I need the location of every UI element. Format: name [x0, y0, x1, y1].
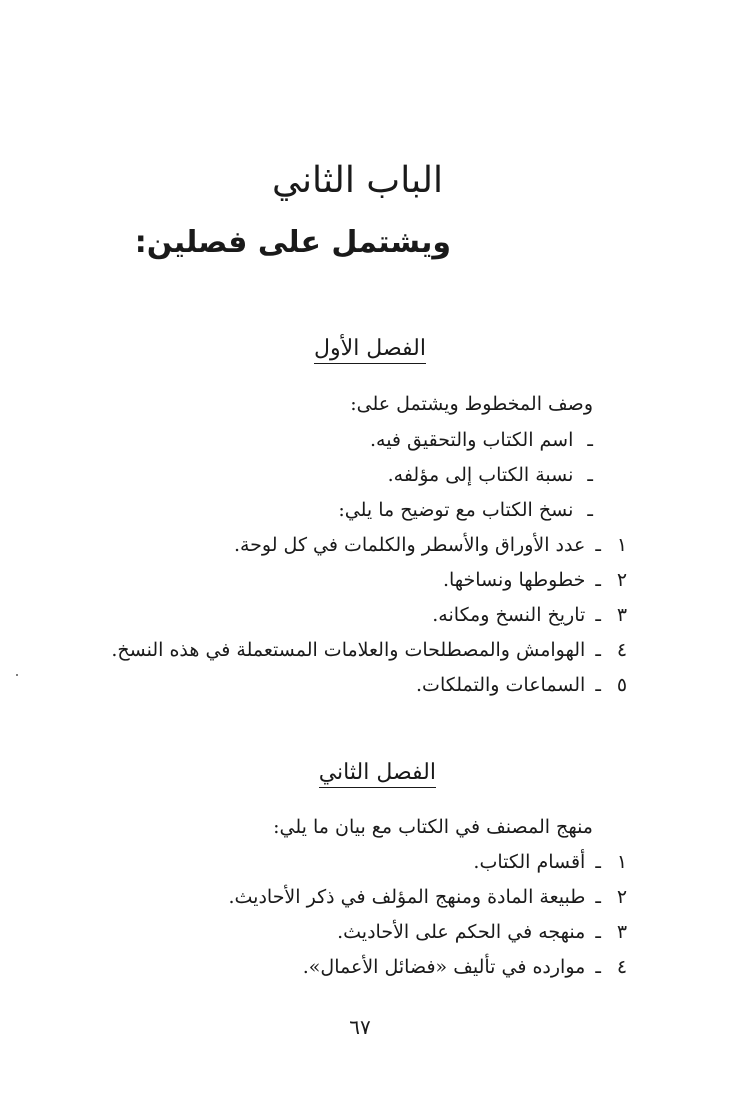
item-dash: ـ — [595, 956, 601, 978]
page-number: ٦٧ — [349, 1015, 371, 1039]
chapter-1-item — [388, 463, 593, 487]
item-text: طبيعة المادة ومنهج المؤلف في ذكر الأحاديث. — [228, 886, 586, 908]
part-subtitle: ويشتمل على فصلين: — [134, 225, 451, 260]
chapter-2-numbered-item — [228, 885, 633, 909]
item-number: ٢ — [616, 886, 628, 908]
chapter-1-numbered-item — [443, 568, 633, 592]
item-number: ١ — [616, 851, 628, 873]
chapter-1-item — [370, 428, 593, 452]
item-text: اسم الكتاب والتحقيق فيه. — [369, 429, 574, 451]
chapter-1-heading-underline — [314, 363, 426, 364]
item-dash: ـ — [595, 534, 601, 556]
item-number: ٢ — [616, 569, 628, 591]
scan-speck — [16, 674, 18, 676]
item-dash: ـ — [595, 886, 601, 908]
item-dash: ـ — [587, 499, 593, 521]
item-dash: ـ — [587, 464, 593, 486]
item-number: ٣ — [616, 921, 628, 943]
chapter-2-numbered-item — [303, 955, 633, 979]
item-text: خطوطها ونساخها. — [442, 569, 586, 591]
item-text: موارده في تأليف «فضائل الأعمال». — [302, 956, 586, 978]
chapter-2-numbered-item — [473, 850, 633, 874]
item-dash: ـ — [595, 921, 601, 943]
part-title: الباب الثاني — [272, 160, 443, 201]
item-dash: ـ — [595, 851, 601, 873]
chapter-1-numbered-item — [111, 638, 633, 662]
chapter-1-heading — [314, 336, 426, 364]
chapter-2-heading-underline — [319, 787, 436, 788]
chapter-2-intro: منهج المصنف في الكتاب مع بيان ما يلي: — [273, 816, 593, 838]
item-number: ٥ — [616, 674, 628, 696]
item-dash: ـ — [595, 569, 601, 591]
chapter-1-intro: وصف المخطوط ويشتمل على: — [350, 393, 593, 415]
item-dash: ـ — [595, 674, 601, 696]
item-text: عدد الأوراق والأسطر والكلمات في كل لوحة. — [233, 534, 586, 556]
chapter-2-numbered-item — [337, 920, 633, 944]
item-dash: ـ — [595, 604, 601, 626]
item-text: السماعات والتملكات. — [416, 674, 586, 696]
item-text: منهجه في الحكم على الأحاديث. — [337, 921, 586, 943]
chapter-1-heading-text: الفصل الأول — [314, 336, 426, 361]
chapter-1-numbered-item — [432, 603, 633, 627]
item-number: ٤ — [616, 956, 628, 978]
item-dash: ـ — [587, 429, 593, 451]
chapter-1-numbered-item — [234, 533, 633, 557]
chapter-2-heading — [319, 760, 436, 788]
chapter-1-item — [338, 498, 593, 522]
item-text: أقسام الكتاب. — [473, 851, 586, 873]
chapter-2-heading-text: الفصل الثاني — [318, 760, 436, 785]
item-number: ٣ — [616, 604, 628, 626]
item-dash: ـ — [595, 639, 601, 661]
item-text: نسبة الكتاب إلى مؤلفه. — [387, 464, 574, 486]
item-number: ٤ — [616, 639, 628, 661]
item-text: الهوامش والمصطلحات والعلامات المستعملة في هذه النسخ. — [111, 639, 586, 661]
chapter-1-numbered-item — [416, 673, 633, 697]
item-text: نسخ الكتاب مع توضيح ما يلي: — [338, 499, 574, 521]
item-number: ١ — [616, 534, 628, 556]
item-text: تاريخ النسخ ومكانه. — [432, 604, 586, 626]
